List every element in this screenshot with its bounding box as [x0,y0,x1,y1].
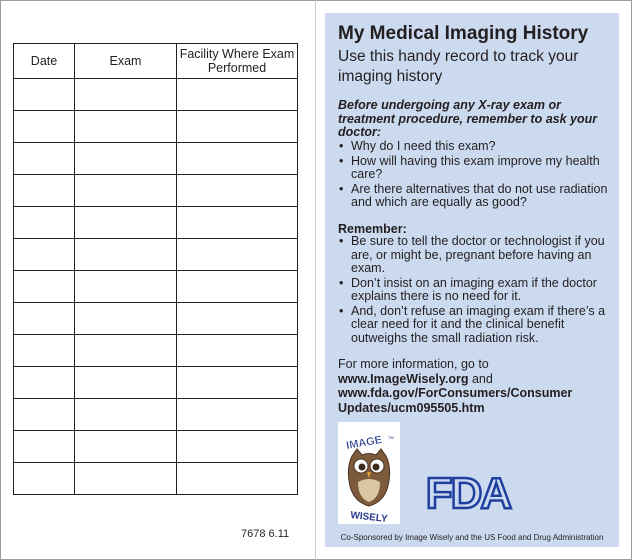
date-cell[interactable] [14,79,75,111]
form-code: 7678 6.11 [241,528,290,540]
table-row [14,399,298,431]
facility-cell[interactable] [177,239,298,271]
fold-line [315,0,316,560]
owl-icon [338,422,400,524]
list-item: • Be sure to tell the doctor or technologist if you are, or might be, pregnant before having an exam. [338,235,610,276]
list-item: • Don’t insist on an imaging exam if the doctor explains there is no need for it. [338,277,610,304]
panel-subtitle: Use this handy record to track your imaging history [338,48,579,85]
fda-logo-text: FDA [425,469,511,518]
exam-cell[interactable] [75,303,177,335]
facility-cell[interactable] [177,335,298,367]
exam-cell[interactable] [75,463,177,495]
image-wisely-link[interactable]: www.ImageWisely.org [338,371,469,386]
table-row [14,463,298,495]
trademark-mark: TM [388,435,394,440]
exam-cell[interactable] [75,399,177,431]
table-row [14,175,298,207]
facility-cell[interactable] [177,79,298,111]
table-header-row [14,44,298,79]
column-header-exam: Exam [75,44,177,79]
facility-cell[interactable] [177,463,298,495]
facility-cell[interactable] [177,303,298,335]
image-wisely-top-text: IMAGE [345,433,383,453]
link-joiner: and [471,371,493,386]
list-item: • And, don’t refuse an imaging exam if there’s a clear need for it and the clinical benefit outweighs the small radiation risk. [338,305,610,346]
exam-cell[interactable] [75,367,177,399]
table-row [14,239,298,271]
table-row [14,79,298,111]
date-cell[interactable] [14,239,75,271]
column-header-date: Date [14,44,75,79]
table-row [14,143,298,175]
facility-cell[interactable] [177,143,298,175]
date-cell[interactable] [14,463,75,495]
imaging-history-table [13,43,298,495]
date-cell[interactable] [14,303,75,335]
date-cell[interactable] [14,399,75,431]
table-row [14,431,298,463]
facility-cell[interactable] [177,175,298,207]
exam-cell[interactable] [75,143,177,175]
info-panel [325,13,619,547]
date-cell[interactable] [14,271,75,303]
exam-cell[interactable] [75,207,177,239]
date-cell[interactable] [14,367,75,399]
exam-cell[interactable] [75,111,177,143]
list-item: • Why do I need this exam? [338,140,610,154]
exam-cell[interactable] [75,239,177,271]
date-cell[interactable] [14,207,75,239]
exam-cell[interactable] [75,271,177,303]
image-wisely-logo [338,422,400,524]
remember-heading: Remember: [338,222,407,236]
date-cell[interactable] [14,431,75,463]
remember-list [338,235,610,346]
facility-cell[interactable] [177,271,298,303]
list-item: • How will having this exam improve my health care? [338,155,610,182]
facility-cell[interactable] [177,367,298,399]
list-item: • Are there alternatives that do not use radiation and which are equally as good? [338,183,610,210]
table-row [14,111,298,143]
facility-cell[interactable] [177,207,298,239]
exam-cell[interactable] [75,175,177,207]
table-row [14,207,298,239]
cosponsor-note: Co-Sponsored by Image Wisely and the US Food and Drug Administration [340,533,604,542]
table-body [14,79,298,495]
fda-link[interactable]: www.fda.gov/ForConsumers/Consumer Updates/ucm095505.htm [338,386,573,415]
date-cell[interactable] [14,111,75,143]
table-row [14,367,298,399]
exam-cell[interactable] [75,431,177,463]
exam-cell[interactable] [75,335,177,367]
date-cell[interactable] [14,335,75,367]
column-header-facility: Facility Where Exam Performed [177,44,298,79]
table-row [14,335,298,367]
more-info [338,357,614,415]
fda-logo-icon [413,463,523,518]
date-cell[interactable] [14,143,75,175]
date-cell[interactable] [14,175,75,207]
exam-cell[interactable] [75,79,177,111]
more-info-text: For more information, go to [338,357,489,371]
facility-cell[interactable] [177,399,298,431]
ask-doctor-intro: Before undergoing any X-ray exam or treatment procedure, remember to ask your doctor: [338,98,598,139]
facility-cell[interactable] [177,111,298,143]
facility-cell[interactable] [177,431,298,463]
question-list [338,140,610,211]
table-row [14,271,298,303]
fda-logo [413,463,523,518]
table-row [14,303,298,335]
image-wisely-bottom-text: WISELY [349,510,389,524]
panel-title: My Medical Imaging History [338,23,589,44]
